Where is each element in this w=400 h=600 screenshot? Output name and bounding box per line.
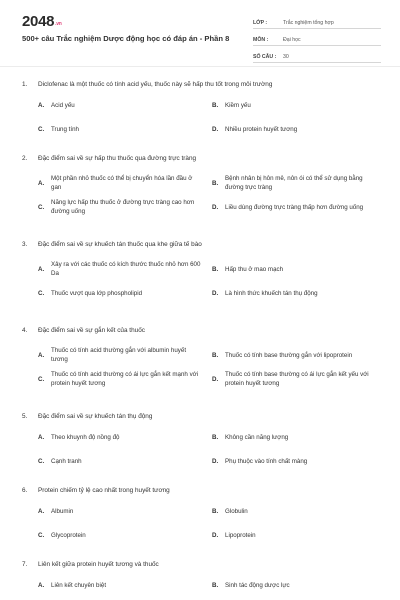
option-text: Sinh tác động dược lực <box>225 581 290 589</box>
option-text: Hấp thu ở mao mạch <box>225 265 284 273</box>
option-a[interactable] <box>38 259 208 279</box>
option-letter: B. <box>212 265 219 273</box>
option-text: Một phần nhỏ thuốc có thể bị chuyển hóa lần đầu ở gan <box>51 175 193 191</box>
option-b[interactable] <box>212 99 382 111</box>
meta-value: 30 <box>283 54 289 60</box>
option-text: Không cần năng lượng <box>225 433 289 441</box>
option-text: Xảy ra với các thuốc có kích thước thuốc nhỏ hơn 600 Da <box>51 261 201 277</box>
question-stem: Đặc điểm sai về sự khuếch tán thụ động <box>38 413 153 420</box>
option-letter: B. <box>212 581 219 589</box>
option-letter: D. <box>212 375 219 383</box>
option-letter: C. <box>38 531 45 539</box>
option-text: Globulin <box>225 507 248 515</box>
option-text: Thuốc có tính base thường có ái lực gắn kết yếu với protein huyết tương <box>225 371 369 387</box>
option-d[interactable] <box>212 369 382 389</box>
option-a[interactable] <box>38 99 208 111</box>
option-text: Là hình thức khuếch tán thụ động <box>225 289 318 297</box>
option-letter: A. <box>38 351 45 359</box>
option-letter: D. <box>212 457 219 465</box>
option-text: Acid yếu <box>51 101 75 109</box>
question-number: 5. <box>22 413 28 420</box>
document-header <box>0 0 400 62</box>
question-2 <box>22 154 382 240</box>
question-stem: Đặc điểm sai về sự gắn kết của thuốc <box>38 327 145 334</box>
question-5 <box>22 412 382 486</box>
question-number: 4. <box>22 327 28 334</box>
question-6 <box>22 486 382 560</box>
option-letter: B. <box>212 101 219 109</box>
option-a[interactable] <box>38 505 208 517</box>
option-d[interactable] <box>212 123 382 135</box>
option-text: Trung tính <box>51 125 79 133</box>
option-text: Thuốc có tính acid thường có ái lực gắn kết mạnh với protein huyết tương <box>51 371 199 387</box>
option-b[interactable] <box>212 505 382 517</box>
option-letter: C. <box>38 457 45 465</box>
option-text: Thuốc có tính acid thường gắn với albumin huyết tương <box>51 347 187 363</box>
document-meta <box>253 14 381 65</box>
question-stem: Đặc điểm sai về sự khuếch tán thuốc qua khe giữa tế bào <box>38 241 202 248</box>
option-letter: A. <box>38 507 45 515</box>
option-letter: B. <box>212 351 219 359</box>
question-list <box>22 80 382 600</box>
meta-key: SỐ CÂU : <box>253 54 277 60</box>
question-stem: Protein chiếm tỷ lệ cao nhất trong huyết tương <box>38 487 170 494</box>
option-letter: D. <box>212 203 219 211</box>
meta-value: Đại học <box>283 37 301 43</box>
option-letter: D. <box>212 289 219 297</box>
meta-key: LỚP : <box>253 20 268 26</box>
question-text <box>22 80 382 89</box>
question-number: 3. <box>22 241 28 248</box>
option-a[interactable] <box>38 431 208 443</box>
question-text <box>22 154 382 163</box>
question-number: 7. <box>22 561 28 568</box>
question-stem: Đặc điểm sai về sự hấp thu thuốc qua đường trực tràng <box>38 155 197 162</box>
option-letter: A. <box>38 581 45 589</box>
option-text: Glycoprotein <box>51 531 86 539</box>
option-c[interactable] <box>38 283 208 303</box>
question-stem: Liên kết giữa protein huyết tương và thuốc <box>38 561 159 568</box>
option-c[interactable] <box>38 369 208 389</box>
logo-suffix: .vn <box>55 21 62 27</box>
option-a[interactable] <box>38 173 208 193</box>
option-text: Thuốc vượt qua lớp phospholipid <box>51 289 143 297</box>
meta-class <box>253 14 381 29</box>
option-letter: A. <box>38 433 45 441</box>
option-text: Phụ thuộc vào tính chất màng <box>225 457 308 465</box>
question-text <box>22 560 382 569</box>
site-logo[interactable] <box>22 13 62 30</box>
option-text: Albumin <box>51 507 74 515</box>
option-c[interactable] <box>38 455 208 467</box>
meta-subject <box>253 31 381 46</box>
option-d[interactable] <box>212 455 382 467</box>
question-text <box>22 486 382 495</box>
option-b[interactable] <box>212 259 382 279</box>
option-letter: B. <box>212 179 219 187</box>
logo-main: 2048 <box>22 13 55 30</box>
option-text: Lipoprotein <box>225 531 256 539</box>
option-letter: D. <box>212 531 219 539</box>
option-text: Năng lực hấp thu thuốc ở đường trực tràng cao hơn đường uống <box>51 199 195 215</box>
question-text <box>22 240 382 249</box>
option-text: Thuốc có tính base thường gắn với lipoprotein <box>225 351 353 359</box>
option-b[interactable] <box>212 173 382 193</box>
meta-key: MÔN : <box>253 37 269 43</box>
option-letter: A. <box>38 265 45 273</box>
option-letter: C. <box>38 125 45 133</box>
option-letter: D. <box>212 125 219 133</box>
question-1 <box>22 80 382 154</box>
option-b[interactable] <box>212 431 382 443</box>
option-text: Nhiều protein huyết tương <box>225 125 298 133</box>
question-3 <box>22 240 382 326</box>
option-c[interactable] <box>38 529 208 541</box>
meta-value: Trắc nghiệm tổng hợp <box>283 20 334 26</box>
option-letter: A. <box>38 101 45 109</box>
option-text: Liên kết chuyên biệt <box>51 581 107 589</box>
option-text: Theo khuynh độ nồng độ <box>51 433 120 441</box>
option-text: Liều dùng đường trực tràng thấp hơn đường uống <box>225 203 364 211</box>
question-stem: Diclofenac là một thuốc có tính acid yếu, thuốc này sẽ hấp thu tốt trong môi trường <box>38 81 273 88</box>
option-c[interactable] <box>38 123 208 135</box>
option-letter: C. <box>38 289 45 297</box>
option-b[interactable] <box>212 579 382 591</box>
option-d[interactable] <box>212 197 382 217</box>
option-d[interactable] <box>212 283 382 303</box>
option-a[interactable] <box>38 579 208 591</box>
option-text: Cạnh tranh <box>51 457 82 465</box>
meta-count <box>253 48 381 63</box>
option-letter: A. <box>38 179 45 187</box>
question-number: 6. <box>22 487 28 494</box>
question-4 <box>22 326 382 412</box>
option-letter: B. <box>212 507 219 515</box>
option-c[interactable] <box>38 197 208 217</box>
option-text: Kiềm yếu <box>225 101 251 109</box>
option-d[interactable] <box>212 529 382 541</box>
option-letter: C. <box>38 375 45 383</box>
question-number: 2. <box>22 155 28 162</box>
option-letter: B. <box>212 433 219 441</box>
option-b[interactable] <box>212 345 382 365</box>
question-text <box>22 326 382 335</box>
option-a[interactable] <box>38 345 208 365</box>
question-number: 1. <box>22 81 28 88</box>
option-text: Bệnh nhân bị hôn mê, nôn ói có thể sử dụng bằng đường trực tràng <box>225 175 363 191</box>
question-text <box>22 412 382 421</box>
option-letter: C. <box>38 203 45 211</box>
question-7 <box>22 560 382 600</box>
document-title: 500+ câu Trắc nghiệm Dược động học có đáp án - Phần 8 <box>22 34 230 43</box>
header-divider <box>0 66 400 67</box>
